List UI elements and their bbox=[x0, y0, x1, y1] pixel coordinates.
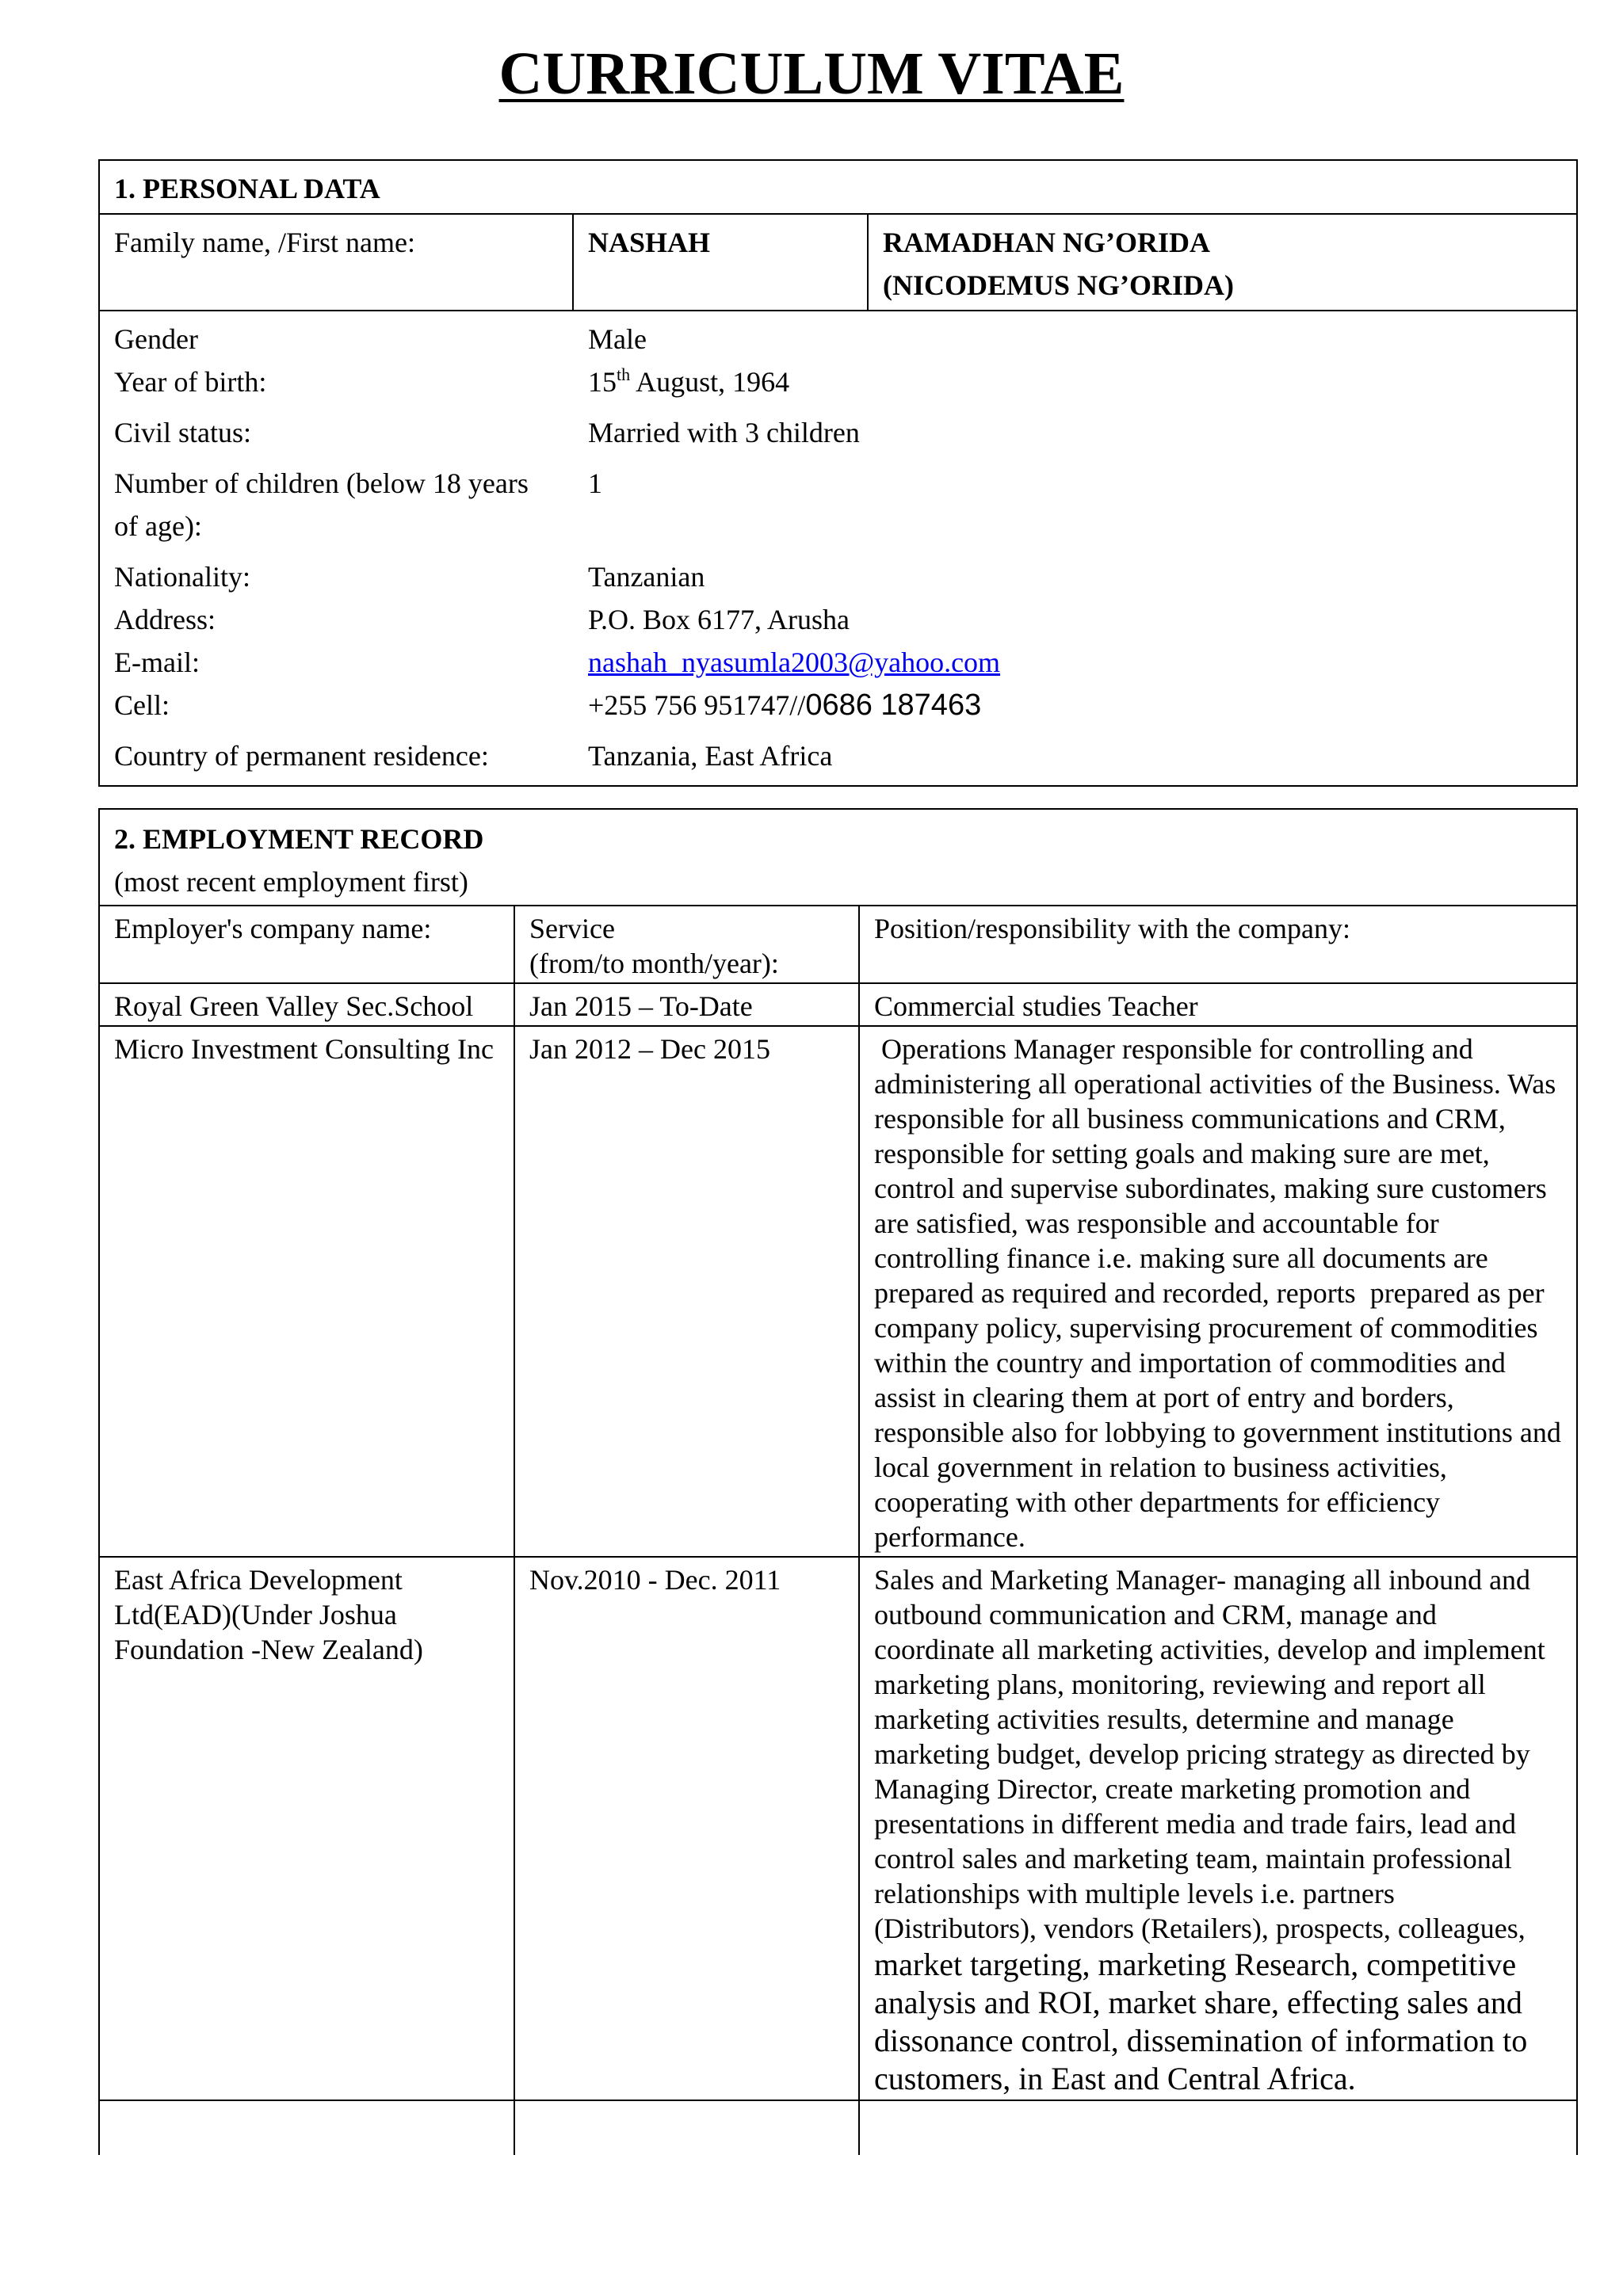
yob-label: Year of birth: bbox=[114, 366, 267, 398]
yob-row bbox=[100, 360, 1576, 403]
nationality-row bbox=[100, 555, 1576, 598]
gender-label: Gender bbox=[114, 323, 198, 355]
email-row bbox=[100, 641, 1576, 684]
employer-cell: Royal Green Valley Sec.School bbox=[99, 983, 514, 1026]
empty-cell bbox=[514, 2100, 859, 2155]
position-cell: Operations Manager responsible for controlling and administering all operational activities of the Business. Was responsible for all business communications and CRM, responsible for setting goals and making sure are met, control and supervise subordinates, making sure customers are satisfied, was responsible and accountable for controlling finance i.e. making sure all documents are prepared as required and recorded, reports prepared as per company policy, supervising procurement of commodities within the country and importation of commodities and assist in clearing them at port of entry and borders, responsible also for lobbying to government institutions and local government in relation to business activities, cooperating with other departments for efficiency performance. bbox=[859, 1026, 1577, 1557]
family-name: NASHAH bbox=[573, 214, 868, 311]
cell-value: +255 756 951747//0686 187463 bbox=[588, 688, 982, 722]
page-title: CURRICULUM VITAE bbox=[498, 40, 1125, 107]
nationality-label: Nationality: bbox=[114, 561, 250, 593]
personal-data-heading: 1. PERSONAL DATA bbox=[99, 160, 1577, 214]
address-row bbox=[100, 598, 1576, 641]
col-employer-header: Employer's company name: bbox=[99, 906, 514, 983]
residence-row bbox=[100, 734, 1576, 777]
table-row bbox=[99, 1026, 1577, 1557]
yob-value: 15th August, 1964 bbox=[588, 364, 790, 398]
civil-label: Civil status: bbox=[114, 417, 252, 448]
empty-cell bbox=[859, 2100, 1577, 2155]
cell-label: Cell: bbox=[114, 689, 170, 721]
cell-row bbox=[100, 684, 1576, 727]
employer-cell: East Africa Development Ltd(EAD)(Under Joshua Foundation -New Zealand) bbox=[99, 1557, 514, 2100]
empty-cell bbox=[99, 2100, 514, 2155]
employer-cell: Micro Investment Consulting Inc bbox=[99, 1026, 514, 1557]
gender-row bbox=[100, 318, 1576, 360]
civil-row bbox=[100, 411, 1576, 454]
first-name-line2: (NICODEMUS NG’ORIDA) bbox=[883, 269, 1234, 301]
address-label: Address: bbox=[114, 604, 216, 635]
email-label: E-mail: bbox=[114, 646, 200, 678]
table-row bbox=[99, 1557, 1577, 2100]
nationality-value: Tanzanian bbox=[588, 561, 705, 593]
employment-subtitle: (most recent employment first) bbox=[114, 866, 468, 898]
service-cell: Jan 2015 – To-Date bbox=[514, 983, 859, 1026]
table-row bbox=[99, 983, 1577, 1026]
children-value: 1 bbox=[588, 467, 602, 499]
email-link[interactable]: nashah_nyasumla2003@yahoo.com bbox=[588, 646, 1001, 678]
name-label: Family name, /First name: bbox=[99, 214, 573, 311]
employment-record-table bbox=[98, 808, 1578, 2155]
col-service-header: Service (from/to month/year): bbox=[514, 906, 859, 983]
position-cell: Sales and Marketing Manager- managing all inbound and outbound communication and CRM, manage and coordinate all marketing activities, develop and implement marketing plans, monitoring, reviewing and report all marketing activities results, determine and manage marketing budget, develop pricing strategy as directed by Managing Director, create marketing promotion and presentations in different media and trade fairs, lead and control sales and marketing team, maintain professional relationships with multiple levels i.e. partners (Distributors), vendors (Retailers), prospects, colleagues, market targeting, marketing Research, competitive analysis and ROI, market share, effecting sales and dissonance control, dissemination of information to customers, in East and Central Africa. bbox=[859, 1557, 1577, 2100]
children-row bbox=[100, 462, 1576, 547]
employment-heading bbox=[99, 809, 1577, 906]
first-name-line1: RAMADHAN NG’ORIDA bbox=[883, 227, 1210, 258]
residence-value: Tanzania, East Africa bbox=[588, 740, 833, 772]
residence-label: Country of permanent residence: bbox=[114, 740, 489, 772]
address-value: P.O. Box 6177, Arusha bbox=[588, 604, 850, 635]
service-cell: Jan 2012 – Dec 2015 bbox=[514, 1026, 859, 1557]
empty-row bbox=[99, 2100, 1577, 2155]
employment-title: 2. EMPLOYMENT RECORD bbox=[114, 823, 484, 855]
service-cell: Nov.2010 - Dec. 2011 bbox=[514, 1557, 859, 2100]
position-cell: Commercial studies Teacher bbox=[859, 983, 1577, 1026]
gender-value: Male bbox=[588, 323, 647, 355]
personal-details bbox=[99, 311, 1577, 786]
personal-data-table bbox=[98, 159, 1578, 787]
first-name bbox=[868, 214, 1577, 311]
children-label: Number of children (below 18 years of age): bbox=[114, 467, 529, 542]
civil-value: Married with 3 children bbox=[588, 417, 860, 448]
col-position-header: Position/responsibility with the company: bbox=[859, 906, 1577, 983]
